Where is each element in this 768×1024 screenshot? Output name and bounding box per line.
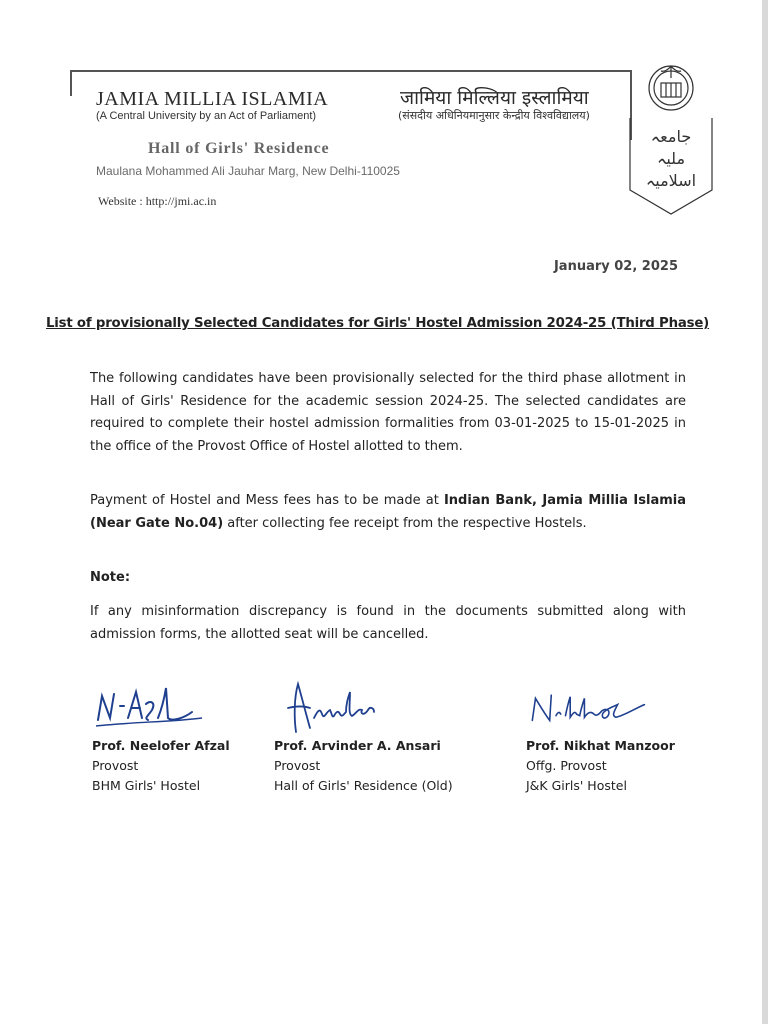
signatory-2-name: Prof. Arvinder A. Ansari bbox=[274, 738, 441, 753]
page-edge bbox=[762, 0, 768, 1024]
signature-neelofer-afzal bbox=[92, 678, 242, 736]
signature-arvinder-ansari bbox=[274, 678, 424, 736]
signatory-2 bbox=[274, 678, 453, 796]
university-name-hi: जामिया मिल्लिया इस्लामिया bbox=[400, 87, 589, 109]
signatory-1-hostel: BHM Girls' Hostel bbox=[92, 778, 201, 793]
letterhead bbox=[70, 70, 710, 220]
signatory-3-hostel: J&K Girls' Hostel bbox=[526, 778, 627, 793]
notice-heading: List of provisionally Selected Candidates for Girls' Hostel Admission 2024-25 (Third Phase) bbox=[46, 316, 710, 331]
payment-text-before: Payment of Hostel and Mess fees has to be made at bbox=[90, 493, 444, 508]
signatory-1-name: Prof. Neelofer Afzal bbox=[92, 738, 230, 753]
university-subtitle-en: (A Central University by an Act of Parliament) bbox=[96, 110, 317, 122]
letterhead-left-rule bbox=[70, 70, 72, 96]
payment-bank-location: Indian Bank, Jamia Millia Islamia (Near Gate No.04) bbox=[90, 493, 686, 531]
signatory-3-name: Prof. Nikhat Manzoor bbox=[526, 738, 675, 753]
signatory-1 bbox=[92, 678, 242, 796]
signatory-3-designation: Offg. Provost bbox=[526, 758, 607, 773]
payment-text-after: after collecting fee receipt from the respective Hostels. bbox=[223, 515, 587, 531]
university-name-en: JAMIA MILLIA ISLAMIA bbox=[96, 88, 329, 110]
signatory-2-designation: Provost bbox=[274, 758, 321, 773]
note-text: If any misinformation discrepancy is found in the documents submitted along with admission forms, the allotted seat will be cancelled. bbox=[90, 604, 686, 642]
signatory-2-hostel: Hall of Girls' Residence (Old) bbox=[274, 778, 453, 793]
paragraph-selection: The following candidates have been provisionally selected for the third phase allotment in Hall of Girls' Residence for the academic session 2024-25. The selected candidates are required to complete their hostel admission formalities from 03-01-2025 to 15-01-2025 in the office of the Provost Office of Hostel allotted to them. bbox=[90, 371, 686, 454]
signatory-3 bbox=[526, 678, 676, 796]
hall-name: Hall of Girls' Residence bbox=[148, 140, 330, 157]
paragraph-payment bbox=[90, 490, 686, 535]
signature-nikhat-manzoor bbox=[526, 678, 676, 736]
university-emblem-icon bbox=[628, 58, 714, 218]
university-subtitle-hi: (संसदीय अधिनियमानुसार केन्द्रीय विश्वविद्यालय) bbox=[398, 109, 590, 122]
letterhead-top-rule bbox=[70, 70, 630, 72]
letter-date: January 02, 2025 bbox=[553, 259, 678, 274]
hall-address: Maulana Mohammed Ali Jauhar Marg, New Delhi-110025 bbox=[96, 164, 400, 178]
note-label: Note: bbox=[90, 570, 131, 585]
signatory-1-designation: Provost bbox=[92, 758, 139, 773]
website-link: Website : http://jmi.ac.in bbox=[98, 194, 217, 208]
svg-text:ملیہ: ملیہ bbox=[656, 149, 686, 168]
svg-text:جامعہ: جامعہ bbox=[650, 127, 692, 146]
svg-text:اسلامیہ: اسلامیہ bbox=[645, 171, 697, 190]
